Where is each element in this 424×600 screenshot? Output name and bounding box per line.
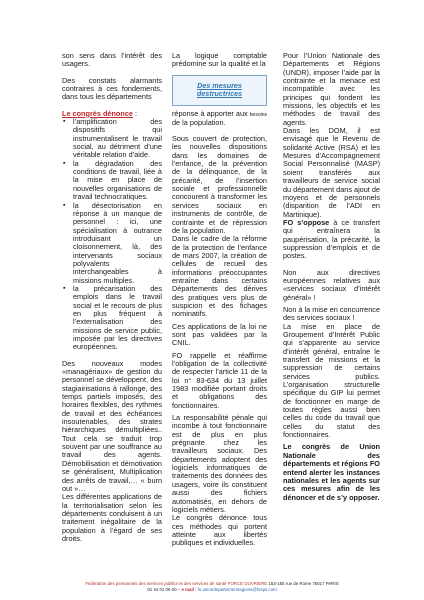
col2-paragraph-2: Sous couvert de protection, les nouvelles dispositions dans les domaines de l’enfance, de la prévention de la délinquance, de la précarité, de l’insertion sociale et professionnelle concourent à transformer les services sociaux en instruments de contrôle, de contrainte et de répression de la population. (172, 134, 267, 235)
section-heading: Le congrès dénonce : (62, 108, 138, 118)
list-item: ▪ la désectorisation en réponse à un manque de personnel : ici, une spécialisation à outrance introduisant un cloisonnement, là, des intervenants sociaux polyvalents interchangeables à missions multiples. (62, 202, 162, 285)
footer-email-link[interactable]: fo.uniondepartementregions@fosps.com (197, 587, 277, 592)
col2-paragraph-3: Dans le cadre de la réforme de la protection de l’enfance de mars 2007, la création de cellules de recueil des informations préoccupantes entraîne dans certains Départements des dérives des pratiques vers plus de suspicion et des fichages nominatifs. (172, 234, 267, 319)
list-item: ▪ la précarisation des emplois dans le travail social et le recours de plus en plus fréquent à l’externalisation des missions de service public, imposée par les directives européennes. (62, 285, 162, 352)
col1-paragraph-2: Des constats alarmants contraires à ces fondements, dans tous les départements (62, 75, 162, 102)
footer-contact: 01 44 01 06 00 – e mail : fo.uniondepartementregions@fosps.com (147, 587, 277, 592)
col1-paragraph-4: Les différentes applications de la territorialisation selon les départements conduisent à un traitement inégalitaire de la population à l’égard de ses droits. (62, 492, 162, 543)
column-1 (62, 52, 162, 543)
col3-paragraph-3: FO s’oppose à ce transfert qui entraînera la paupérisation, la précarité, la suppression d’emplois et de postes. (283, 217, 380, 261)
column-3 (283, 52, 380, 502)
footer-address: Fédération des personnels des services publics et des services de santé FORCE OUVRIERE 153-155 rue de Rome 75017 PARIS (85, 581, 339, 586)
col3-paragraph-4: Non aux directives européennes relatives aux «services sociaux d’intérêt général» ! (283, 267, 380, 302)
col2-paragraph-7: Le congrès dénonce tous ces méthodes qui portent atteinte aux libertés publiques et individuelles. (172, 513, 267, 548)
col3-paragraph-2: Dans les DOM, il est envisagé que le Revenu de solidarité Active (RSA) et les Mesures d’Accompagnement Social Personnalisé (MASP) soient transférés aux travailleurs de service social du département dans ajout de moyens et de personnels (disparition de l’ADI en Martinique). (283, 126, 380, 219)
box-title: Des mesures destructrices (196, 80, 243, 99)
col3-paragraph-6: La mise en place de Groupement d’Intérêt Public qui s’apparente au service d’intérêt général, entraîne le transfert de missions et la suppression de certains services publics. L’organisation structurelle spécifique du GIP lui permet de fonctionner en marge de toutes règles aussi bien celles du code du travail que celles du statut des fonctionnaires. (283, 321, 380, 440)
denounce-list (62, 118, 162, 352)
list-item: ▪ l’amplification des dispositifs qui instrumentalisent le travail social, au détriment d’une véritable relation d’aide. (62, 118, 162, 160)
footer-phone: 01 44 01 06 00 (147, 587, 177, 592)
heading-denonce: Le congrès dénonce (62, 108, 133, 118)
col1-paragraph-1: son sens dans l’intérêt des usagers. (62, 51, 162, 69)
col2-paragraph-4: Ces applications de la loi ne sont pas validées par la CNIL. (172, 321, 267, 348)
col2-paragraph-5: FO rappelle et réaffirme l’obligation de la collectivité de respecter l’article 11 de la loi n° 83-634 du 13 juillet 1983 modifiée portant droits et obligations des fonctionnaires. (172, 350, 267, 410)
col3-paragraph-5: Non à la mise en concurrence des services sociaux ! (283, 304, 380, 323)
col3-paragraph-7: Le congrès de Union Nationale des départements et régions FO entend alerter les instances nationales et les agents sur ces mesures afin de les dénoncer et de s’y opposer. (283, 442, 380, 502)
column-2 (172, 52, 267, 548)
list-item: ▪ la dégradation des conditions de travail, liée à la mise en place de nouvelles organisations de travail technocratiques. (62, 160, 162, 202)
col2-paragraph-1: La logique comptable prédomine sur la qualité et la (172, 51, 267, 69)
col1-paragraph-3: Des nouveaux modes «managériaux» de gestion du personnel se développent, des stagiairisations à rallonge, des temps partiels imposés, des horaires flexibles, des rythmes de travail et des échéances insoutenables, des strates hiérarchiques démultipliées.. Tout cela se traduit trop souvent par une souffrance au travail des agents. Démobilisation et démotivation se généralisent, Multiplication des arrêts de travail,… « burn out »… (62, 358, 162, 493)
col2-paragraph-1-cont: réponse à apporter aux besoins de la population. (172, 109, 268, 127)
col3-paragraph-1: Pour l’Union Nationale des Départements et Régions (UNDR), imposer l’aide par la contrainte et la menace est incompatible avec les principes qui fondent les missions, les objectifs et les méthodes de travail des agents. (283, 51, 380, 127)
section-box (172, 75, 267, 107)
col2-paragraph-6: La responsabilité pénale qui incombe à tout fonctionnaire est de plus en plus prégnante chez les travailleurs sociaux. Des départements adoptent des logiciels informatiques de traitements des données des usagers, voire ils constituent aussi des fichiers automatisés, en dehors de logiciels métiers. (172, 413, 267, 514)
